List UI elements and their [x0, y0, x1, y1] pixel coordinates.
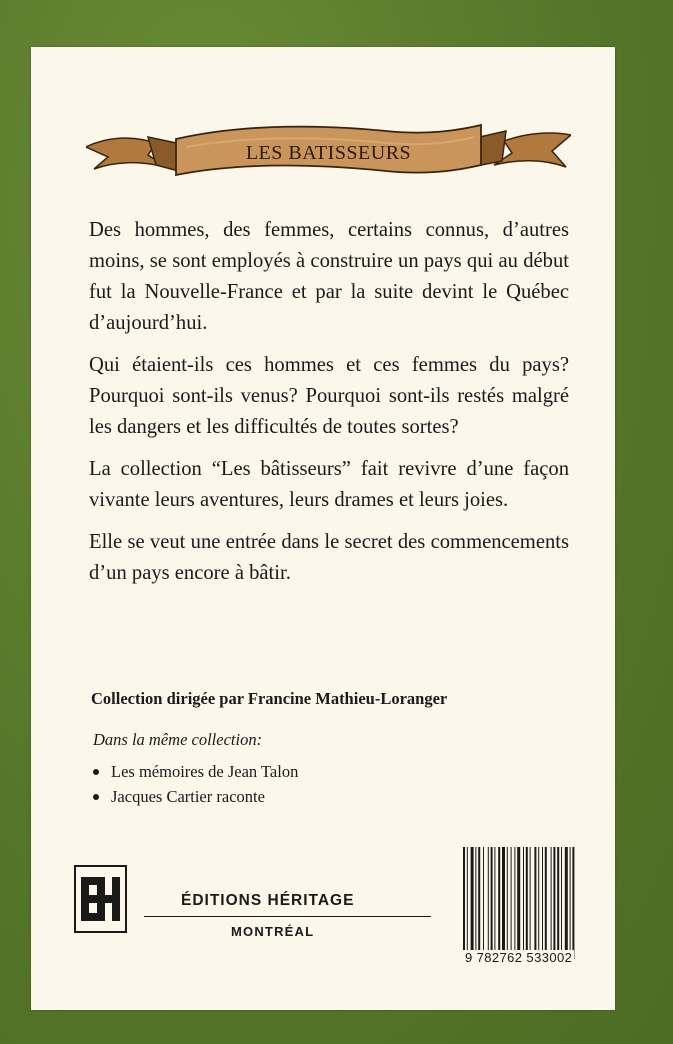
publisher-logo — [74, 865, 127, 933]
list-item-label: Jacques Cartier raconte — [111, 787, 265, 806]
publisher-name: ÉDITIONS HÉRITAGE — [181, 892, 355, 909]
paragraph-3: La collection “Les bâtisseurs” fait revivre d’une façon vivante leurs aventures, leurs drames et leurs joies. — [89, 458, 569, 511]
collection-director: Collection dirigée par Francine Mathieu-Loranger — [91, 689, 448, 708]
eh-logo-icon — [78, 871, 123, 927]
bullet-icon — [93, 794, 99, 800]
paragraph-2: Qui étaient-ils ces hommes et ces femmes du pays? Pourquoi sont-ils venus? Pourquoi sont-ils restés malgré les dangers et les difficultés de toutes sortes? — [89, 354, 569, 438]
same-collection-list — [93, 759, 298, 809]
isbn-number: 9 782762 533002 — [465, 950, 573, 965]
paragraph-1: Des hommes, des femmes, certains connus, d’autres moins, se sont employés à construire un pays qui au début fut la Nouvelle-France et par la suite devint le Québec d’aujourd’hui. — [89, 219, 569, 334]
list-item — [93, 784, 298, 809]
title-banner — [86, 117, 571, 187]
banner-title: LES BATISSEURS — [245, 141, 412, 164]
bullet-icon — [93, 769, 99, 775]
publisher-divider — [144, 916, 431, 917]
description — [89, 215, 569, 600]
publisher-city: MONTRÉAL — [231, 924, 315, 939]
list-item-label: Les mémoires de Jean Talon — [111, 762, 299, 781]
paragraph-4: Elle se veut une entrée dans le secret des commencements d’un pays encore à bâtir. — [89, 531, 569, 584]
same-collection-heading: Dans la même collection: — [93, 730, 263, 749]
list-item — [93, 759, 298, 784]
back-cover-card — [31, 47, 615, 1010]
